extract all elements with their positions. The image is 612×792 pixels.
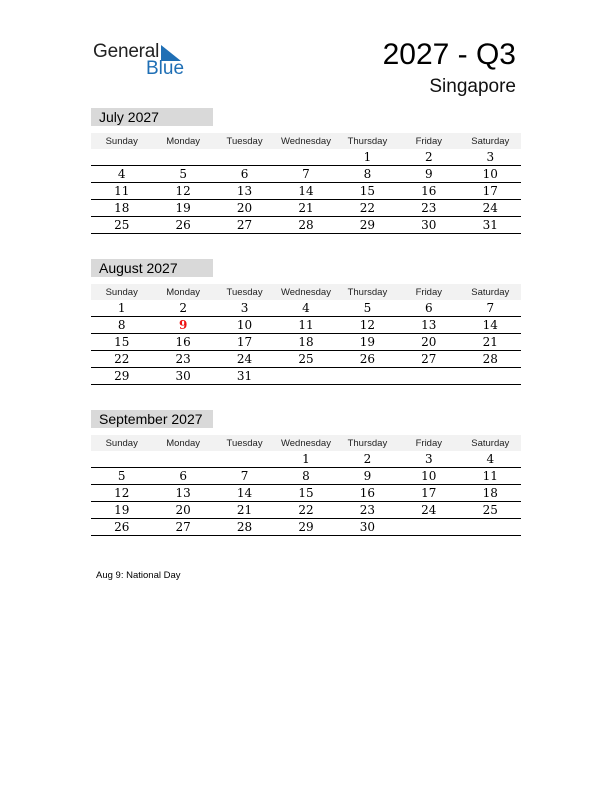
day-cell [398,519,459,536]
weekday-header: Wednesday [275,284,336,300]
day-cell: 14 [214,485,275,502]
day-cell: 4 [460,451,521,468]
day-cell: 6 [398,300,459,317]
day-cell: 23 [337,502,398,519]
day-cell: 25 [460,502,521,519]
country-name: Singapore [429,76,516,97]
day-cell: 5 [152,166,213,183]
day-cell: 28 [460,351,521,368]
weekday-header: Tuesday [214,133,275,149]
weekday-header: Thursday [337,133,398,149]
day-cell: 21 [460,334,521,351]
day-cell: 24 [398,502,459,519]
day-cell: 22 [91,351,152,368]
day-cell: 13 [214,183,275,200]
week-row [91,183,521,200]
day-cell: 1 [275,451,336,468]
day-cell: 26 [152,217,213,234]
day-cell: 9 [337,468,398,485]
day-cell: 6 [214,166,275,183]
day-cell: 18 [275,334,336,351]
day-cell: 19 [152,200,213,217]
day-cell: 10 [214,317,275,334]
weekday-header: Saturday [460,435,521,451]
weekday-header: Wednesday [275,435,336,451]
day-cell: 2 [398,149,459,166]
day-cell: 12 [152,183,213,200]
weekday-header: Thursday [337,284,398,300]
day-cell: 5 [337,300,398,317]
day-cell: 30 [337,519,398,536]
day-cell: 3 [460,149,521,166]
day-cell [91,149,152,166]
day-cell: 12 [337,317,398,334]
week-row [91,368,521,385]
weekday-header: Thursday [337,435,398,451]
day-cell: 7 [275,166,336,183]
day-cell: 18 [460,485,521,502]
week-row [91,351,521,368]
weekday-header: Sunday [91,284,152,300]
day-cell: 3 [214,300,275,317]
week-row [91,300,521,317]
day-cell: 15 [337,183,398,200]
logo-text-blue: Blue [146,58,185,79]
day-cell: 20 [398,334,459,351]
page-title: 2027 - Q3 [382,38,516,71]
day-cell: 11 [91,183,152,200]
weekday-header: Friday [398,435,459,451]
day-cell [214,451,275,468]
day-cell: 31 [214,368,275,385]
weekday-header-row [91,435,521,451]
day-cell: 6 [152,468,213,485]
day-cell: 8 [91,317,152,334]
week-row [91,334,521,351]
week-row [91,451,521,468]
day-cell [337,368,398,385]
week-row [91,485,521,502]
day-cell: 12 [91,485,152,502]
calendar-grid [91,435,521,536]
day-cell: 28 [275,217,336,234]
calendar-grid [91,284,521,385]
day-cell: 10 [398,468,459,485]
day-cell: 20 [214,200,275,217]
day-cell: 19 [91,502,152,519]
day-cell: 20 [152,502,213,519]
day-cell: 14 [460,317,521,334]
holiday-note: Aug 9: National Day [96,570,181,581]
weekday-header: Monday [152,435,213,451]
day-cell: 7 [460,300,521,317]
day-cell: 4 [91,166,152,183]
day-cell: 30 [398,217,459,234]
day-cell: 16 [398,183,459,200]
day-cell: 9 [152,317,213,334]
day-cell: 23 [398,200,459,217]
weekday-header-row [91,133,521,149]
day-cell: 14 [275,183,336,200]
holiday-notes [96,570,181,581]
day-cell: 22 [275,502,336,519]
weekday-header: Monday [152,284,213,300]
day-cell: 9 [398,166,459,183]
day-cell: 27 [152,519,213,536]
month-august [91,259,521,385]
weekday-header: Monday [152,133,213,149]
week-row [91,519,521,536]
day-cell: 21 [214,502,275,519]
week-row [91,317,521,334]
day-cell [152,451,213,468]
day-cell: 19 [337,334,398,351]
day-cell: 13 [398,317,459,334]
generalblue-logo [93,41,193,81]
weekday-header: Wednesday [275,133,336,149]
week-row [91,217,521,234]
day-cell [398,368,459,385]
day-cell: 27 [214,217,275,234]
day-cell: 17 [214,334,275,351]
week-row [91,166,521,183]
day-cell: 22 [337,200,398,217]
week-row [91,502,521,519]
day-cell: 17 [460,183,521,200]
day-cell: 26 [337,351,398,368]
day-cell [91,451,152,468]
day-cell: 31 [460,217,521,234]
day-cell: 29 [91,368,152,385]
weekday-header: Saturday [460,284,521,300]
day-cell: 27 [398,351,459,368]
day-cell: 11 [275,317,336,334]
day-cell [152,149,213,166]
day-cell: 16 [337,485,398,502]
week-row [91,149,521,166]
day-cell: 25 [275,351,336,368]
day-cell [214,149,275,166]
day-cell: 2 [337,451,398,468]
day-cell: 24 [460,200,521,217]
day-cell: 16 [152,334,213,351]
logo-text-general: General [93,41,160,62]
day-cell: 3 [398,451,459,468]
day-cell [275,149,336,166]
day-cell: 8 [275,468,336,485]
weekday-header: Tuesday [214,435,275,451]
day-cell [460,519,521,536]
day-cell: 1 [337,149,398,166]
weekday-header: Tuesday [214,284,275,300]
day-cell: 18 [91,200,152,217]
weekday-header: Sunday [91,133,152,149]
day-cell: 23 [152,351,213,368]
day-cell: 21 [275,200,336,217]
day-cell: 2 [152,300,213,317]
week-row [91,468,521,485]
month-label: August 2027 [91,259,213,277]
day-cell: 11 [460,468,521,485]
weekday-header: Friday [398,284,459,300]
day-cell: 28 [214,519,275,536]
day-cell: 5 [91,468,152,485]
day-cell: 25 [91,217,152,234]
day-cell: 30 [152,368,213,385]
day-cell: 29 [337,217,398,234]
day-cell: 29 [275,519,336,536]
month-label: September 2027 [91,410,213,428]
day-cell: 24 [214,351,275,368]
day-cell: 1 [91,300,152,317]
day-cell: 26 [91,519,152,536]
weekday-header: Sunday [91,435,152,451]
day-cell: 8 [337,166,398,183]
day-cell: 15 [275,485,336,502]
weekday-header: Friday [398,133,459,149]
weekday-header: Saturday [460,133,521,149]
month-july [91,108,521,234]
calendar-grid [91,133,521,234]
day-cell [460,368,521,385]
weekday-header-row [91,284,521,300]
month-september [91,410,521,536]
week-row [91,200,521,217]
month-label: July 2027 [91,108,213,126]
day-cell: 13 [152,485,213,502]
day-cell: 17 [398,485,459,502]
day-cell: 7 [214,468,275,485]
day-cell: 4 [275,300,336,317]
day-cell: 10 [460,166,521,183]
day-cell: 15 [91,334,152,351]
day-cell [275,368,336,385]
